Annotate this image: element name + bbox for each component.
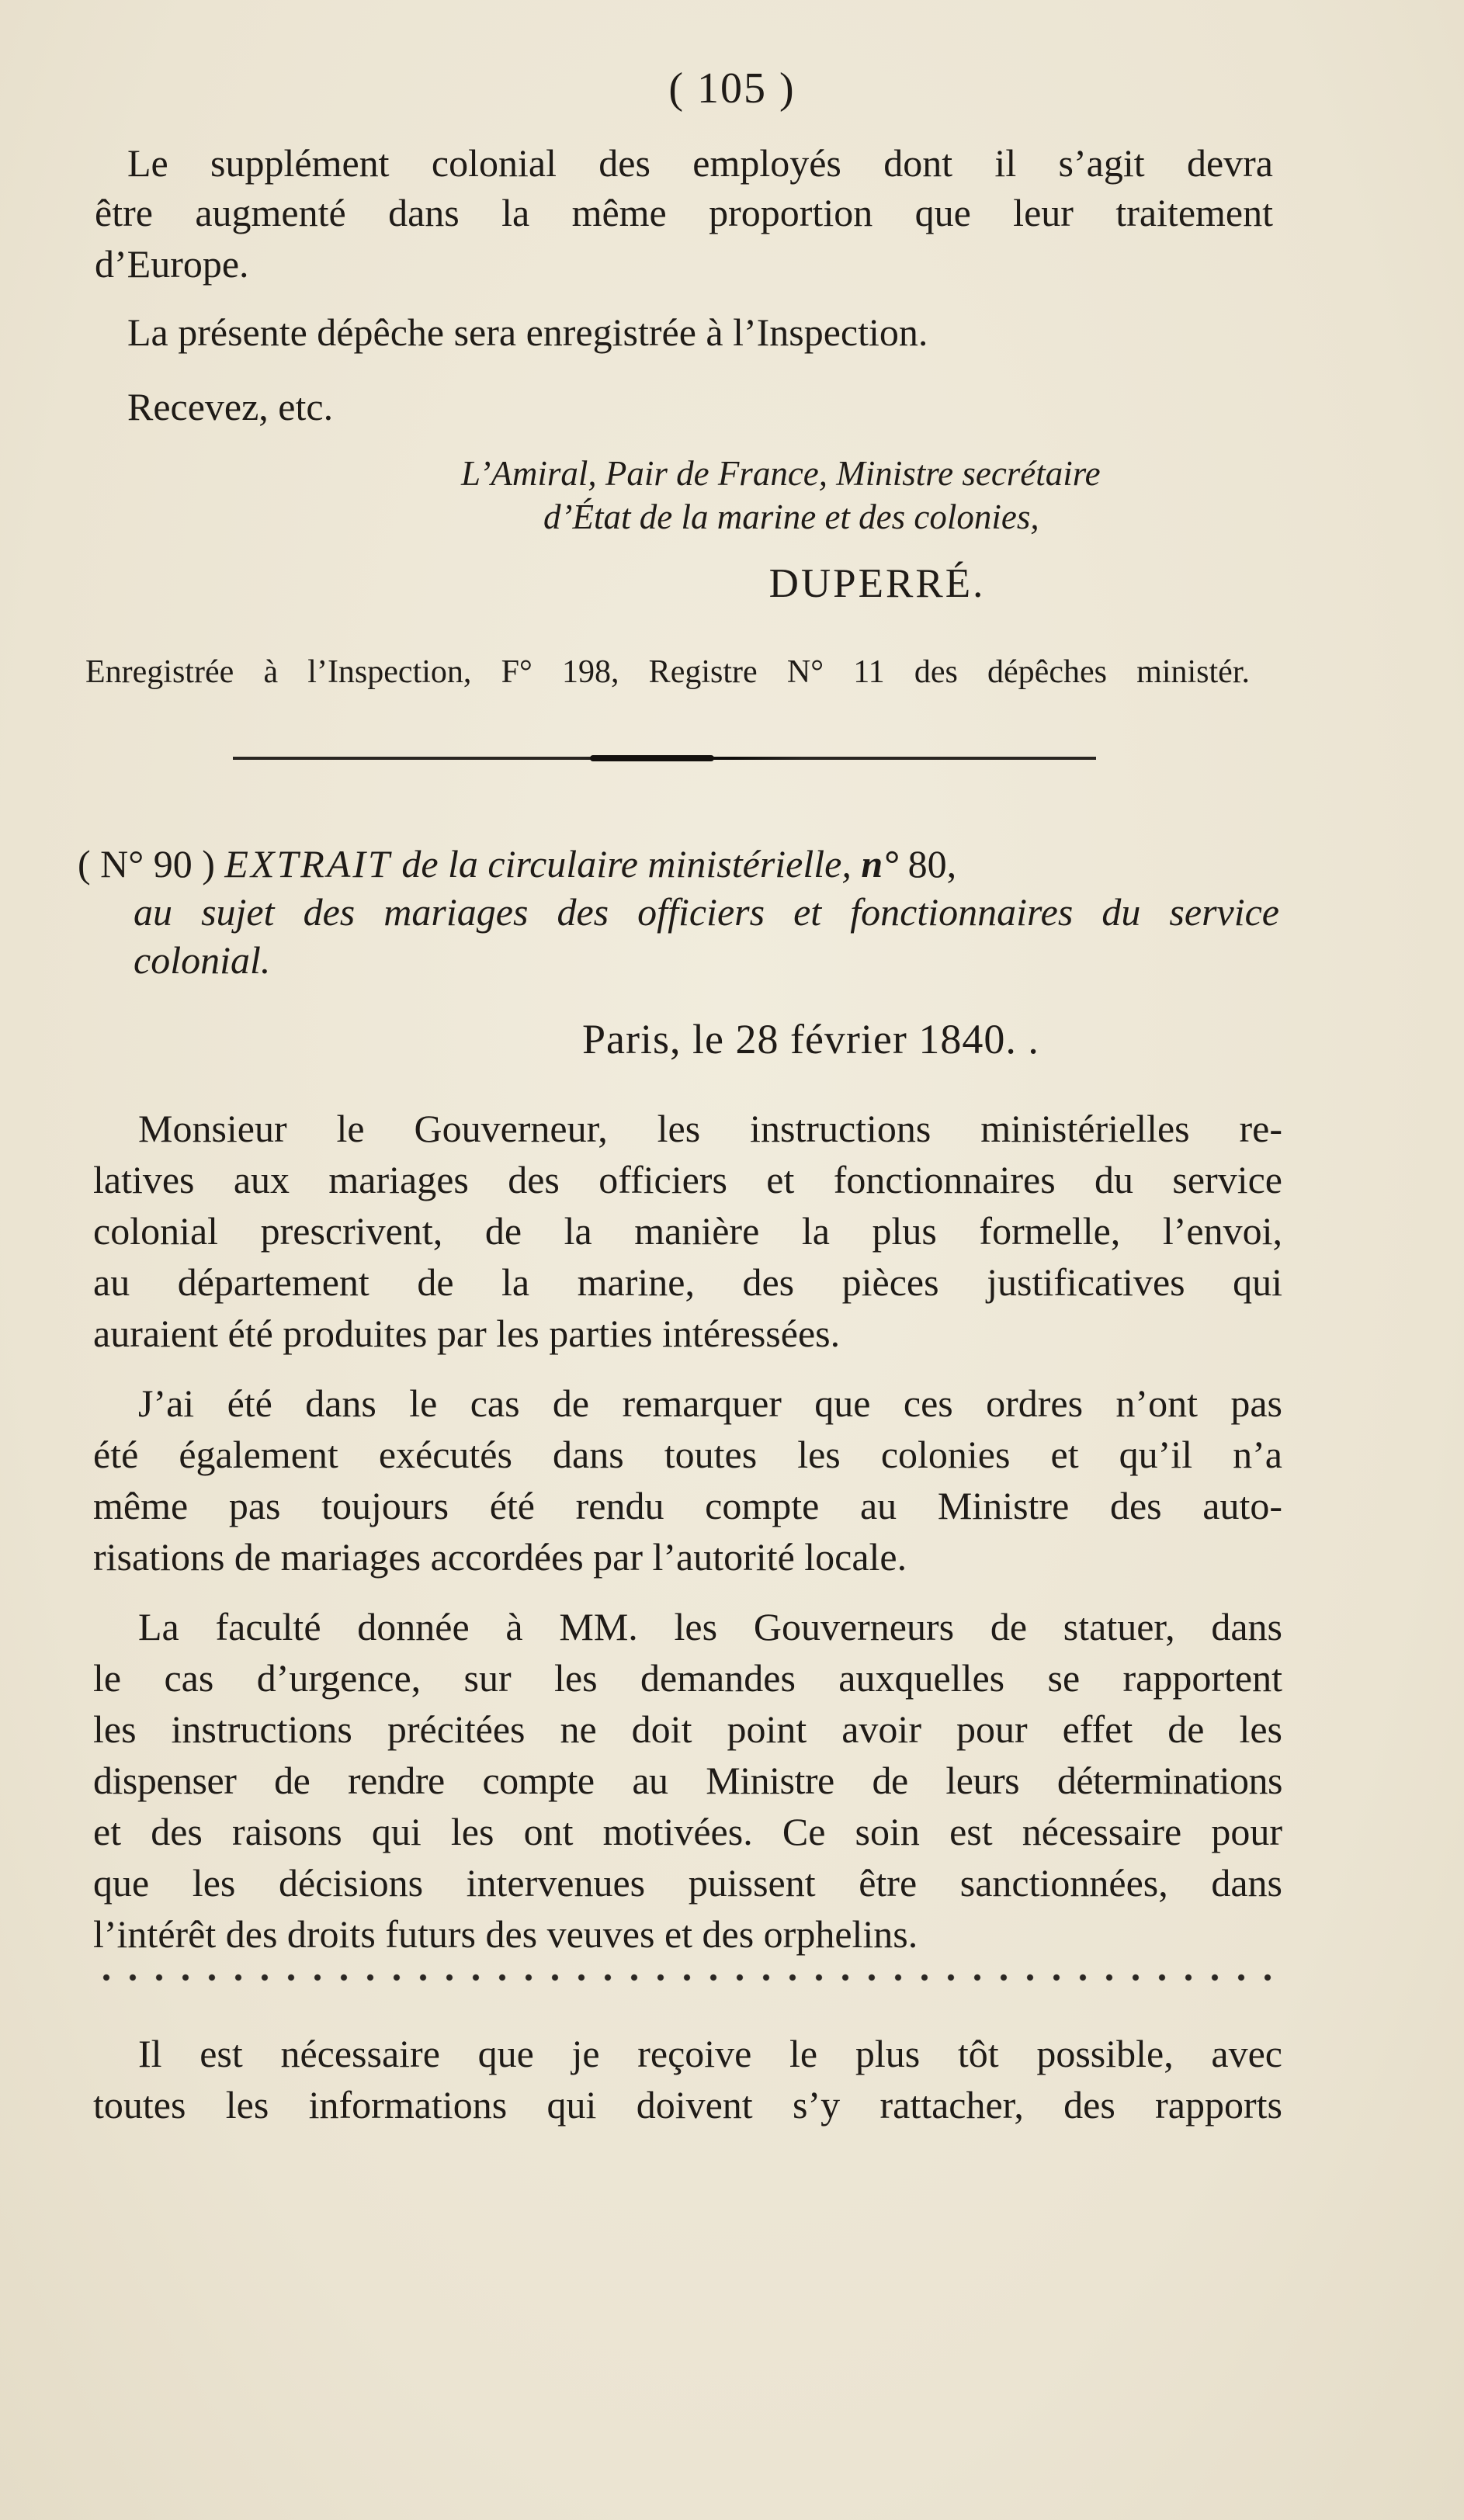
text-line: et des raisons qui les ont motivées. Ce soin est nécessaire pour — [93, 1810, 1282, 1853]
text-line: les instructions précitées ne doit point avoir pour effet de les — [93, 1707, 1282, 1751]
signature-name: DUPERRÉ. — [768, 561, 986, 606]
text-line: La faculté donnée à MM. les Gouverneurs de statuer, dans — [138, 1605, 1282, 1648]
registry-note: Enregistrée à l’Inspection, F° 198, Registre N° 11 des dépêches ministér. — [85, 654, 1250, 690]
document-number: ( N° 90 ) — [78, 842, 215, 886]
heading-text: de la circulaire ministérielle, — [401, 842, 852, 886]
text-line: d’Europe. — [95, 242, 249, 286]
text-line: J’ai été dans le cas de remarquer que ces ordres n’ont pas — [138, 1381, 1282, 1425]
text-line: auraient été produites par les parties intéressées. — [93, 1312, 841, 1355]
dateline: Paris, le 28 février 1840. . — [582, 1016, 1039, 1062]
text-line: risations de mariages accordées par l’autorité locale. — [93, 1535, 907, 1579]
text-line: été également exécutés dans toutes les colonies et qu’il n’a — [93, 1433, 1282, 1476]
circular-number: 80, — [907, 842, 957, 886]
text-line: Monsieur le Gouverneur, les instructions ministérielles re- — [138, 1107, 1282, 1150]
text-line: que les décisions intervenues puissent être sanctionnées, dans — [93, 1861, 1282, 1905]
circular-number-label: n° — [861, 842, 899, 886]
document-heading-line: colonial. — [134, 938, 271, 982]
text-line: être augmenté dans la même proportion que leur traitement — [95, 191, 1273, 234]
document-heading-line — [78, 840, 1289, 888]
document-heading-line: au sujet des mariages des officiers et fonctionnaires du service — [134, 890, 1279, 934]
text-line: l’intérêt des droits futurs des veuves et des orphelins. — [93, 1912, 918, 1956]
text-line: le cas d’urgence, sur les demandes auxquelles se rapportent — [93, 1656, 1282, 1700]
section-divider — [233, 757, 1096, 760]
text-line: dispenser de rendre compte au Ministre de leurs déterminations — [93, 1759, 1282, 1802]
text-line: Le supplément colonial des employés dont il s’agit devra — [127, 141, 1273, 185]
ellipsis-dotted-line — [93, 1970, 1281, 1985]
closing-formula: Recevez, etc. — [127, 385, 334, 428]
text-line: même pas toujours été rendu compte au Ministre des auto- — [93, 1484, 1282, 1527]
registration-sentence: La présente dépêche sera enregistrée à l’Inspection. — [127, 310, 928, 354]
page-number: ( 105 ) — [668, 64, 796, 113]
extrait-label: EXTRAIT — [224, 842, 392, 886]
text-line: latives aux mariages des officiers et fonctionnaires du service — [93, 1158, 1282, 1201]
text-line: toutes les informations qui doivent s’y rattacher, des rapports — [93, 2083, 1282, 2127]
text-line: au département de la marine, des pièces justificatives qui — [93, 1260, 1282, 1304]
signature-title-line: d’État de la marine et des colonies, — [543, 497, 1039, 536]
text-line: colonial prescrivent, de la manière la plus formelle, l’envoi, — [93, 1209, 1282, 1253]
text-line: Il est nécessaire que je reçoive le plus tôt possible, avec — [138, 2032, 1282, 2075]
signature-title-line: L’Amiral, Pair de France, Ministre secrétaire — [461, 454, 1101, 493]
